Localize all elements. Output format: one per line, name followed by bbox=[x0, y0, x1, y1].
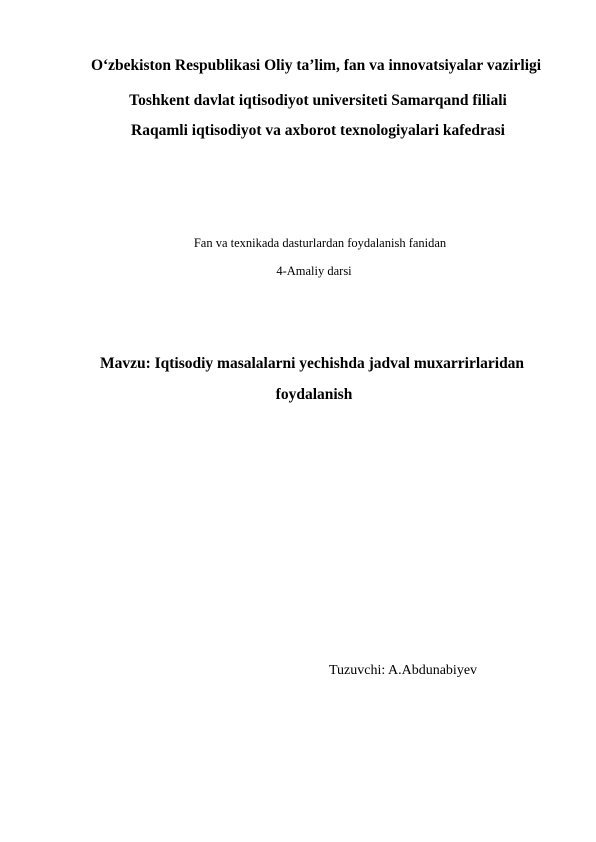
lesson-number: 4-Amaliy darsi bbox=[276, 264, 352, 278]
topic-line-1: Mavzu: Iqtisodiy masalalarni yechishda jadval muxarrirlaridan bbox=[99, 355, 525, 372]
department-title: Raqamli iqtisodiyot va axborot texnologiyalari kafedrasi bbox=[131, 122, 505, 139]
ministry-title: O‘zbekiston Respublikasi Oliy ta’lim, fan va innovatsiyalar vazirligi bbox=[90, 57, 542, 74]
topic-line-2: foydalanish bbox=[275, 386, 353, 403]
author-name: Tuzuvchi: A.Abdunabiyev bbox=[329, 663, 478, 678]
university-title: Toshkent davlat iqtisodiyot universiteti Samarqand filiali bbox=[129, 92, 507, 109]
course-subject: Fan va texnikada dasturlardan foydalanish fanidan bbox=[193, 236, 447, 250]
